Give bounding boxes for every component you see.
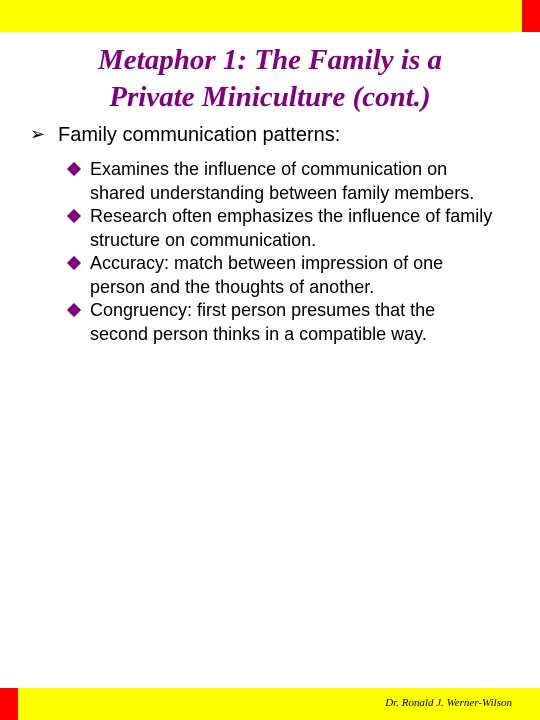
slide-title-line-1: Metaphor 1: The Family is a [98, 44, 442, 76]
diamond-bullet-icon [67, 303, 81, 317]
slide-title-line-2: Private Miniculture (cont.) [109, 81, 431, 113]
sub-bullet [66, 205, 496, 252]
main-bullet-text: Family communication patterns: [58, 124, 341, 146]
sub-bullet-list [66, 158, 496, 346]
bottom-decor-bar [0, 688, 540, 720]
sub-bullet-text: Accuracy: match between impression of one person and the thoughts of another. [90, 253, 444, 297]
diamond-bullet-icon [67, 209, 81, 223]
slide-title [20, 42, 520, 116]
top-red-accent [522, 0, 540, 32]
sub-bullet-text: Research often emphasizes the influence of family structure on communication. [90, 206, 493, 250]
top-decor-bar [0, 0, 540, 32]
sub-bullet [66, 158, 496, 205]
diamond-bullet-icon [67, 162, 81, 176]
sub-bullet-text: Examines the influence of communication on shared understanding between family members. [90, 159, 475, 203]
bottom-red-accent [0, 688, 18, 720]
sub-bullet [66, 299, 496, 346]
main-bullet [30, 123, 520, 147]
diamond-bullet-icon [67, 256, 81, 270]
footer-credit: Dr. Ronald J. Werner-Wilson [385, 697, 512, 709]
sub-bullet-text: Congruency: first person presumes that the second person thinks in a compatible way. [90, 300, 436, 344]
sub-bullet [66, 252, 496, 299]
arrow-bullet-icon: ➢ [30, 124, 46, 145]
